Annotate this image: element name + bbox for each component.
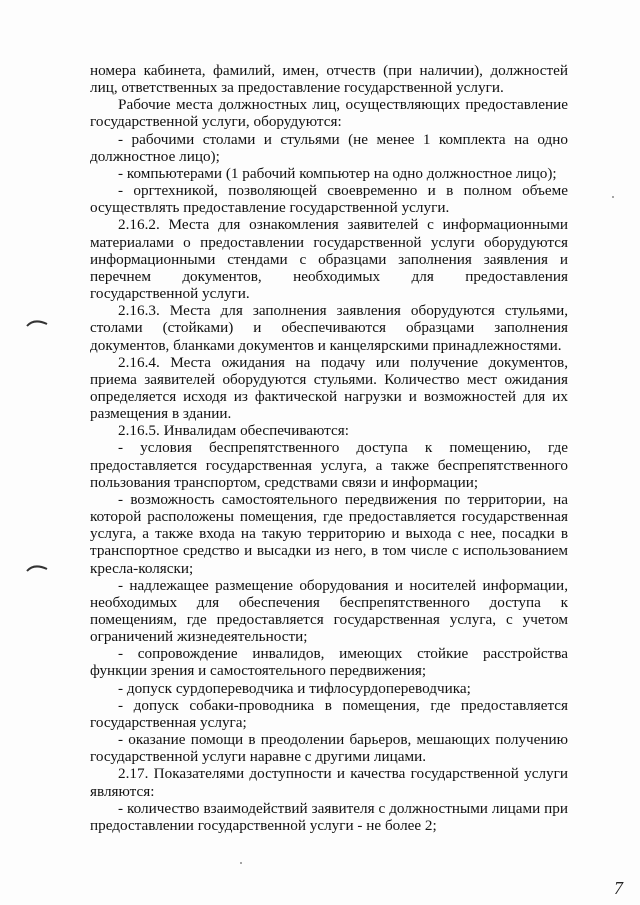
scan-speck xyxy=(240,862,242,864)
paragraph: Рабочие места должностных лиц, осуществляющих предоставление государственной услуги, оборудуются: xyxy=(90,96,568,131)
paragraph: 2.17. Показателями доступности и качества государственной услуги являются: xyxy=(90,765,568,800)
hole-punch-mark xyxy=(26,318,48,328)
list-item: - рабочими столами и стульями (не менее 1 комплекта на одно должностное лицо); xyxy=(90,130,568,165)
list-item: - надлежащее размещение оборудования и носителей информации, необходимых для обеспечения беспрепятственного доступа к помещениям, где предоставляется государственная услуга, с учетом ограничений жизнедеятельности; xyxy=(90,576,568,646)
paragraph: номера кабинета, фамилий, имен, отчеств (при наличии), должностей лиц, ответственных за предоставление государственной услуги. xyxy=(90,62,568,97)
paragraph: 2.16.5. Инвалидам обеспечиваются: xyxy=(118,422,349,440)
list-item: - сопровождение инвалидов, имеющих стойкие расстройства функции зрения и самостоятельного передвижения; xyxy=(90,645,568,680)
list-item: - условия беспрепятственного доступа к помещению, где предоставляется государственная услуга, а также беспрепятственного пользования транспортом, средствами связи и информации; xyxy=(90,439,568,491)
list-item: - оказание помощи в преодолении барьеров, мешающих получению государственной услуги наравне с другими лицами. xyxy=(90,731,568,766)
list-item: - допуск собаки-проводника в помещения, где предоставляется государственная услуга; xyxy=(90,696,568,731)
list-item: - возможность самостоятельного передвижения по территории, на которой расположены помещения, где предоставляется государственная услуга, а также входа на такую территорию и выхода с нее, посадки в транспортное средство и высадки из него, в том числе с использованием кресла-коляски; xyxy=(90,490,568,577)
list-item: - количество взаимодействий заявителя с должностными лицами при предоставлении государственной услуги - не более 2; xyxy=(90,799,568,834)
scan-speck xyxy=(612,196,614,198)
document-body xyxy=(90,62,568,834)
paragraph: 2.16.3. Места для заполнения заявления оборудуются стульями, столами (стойками) и обеспечиваются образцами заполнения документов, бланками документов и канцелярскими принадлежностями. xyxy=(90,302,568,354)
list-item: - допуск сурдопереводчика и тифлосурдопереводчика; xyxy=(118,679,471,697)
paragraph: 2.16.4. Места ожидания на подачу или получение документов, приема заявителей оборудуются стульями. Количество мест ожидания определяется исходя из фактической нагрузки и возможностей для их размещения в здании. xyxy=(90,353,568,423)
page-number: 7 xyxy=(614,878,623,898)
paragraph: 2.16.2. Места для ознакомления заявителей с информационными материалами о предоставлении государственной услуги оборудуются информационными стендами с образцами заполнения заявления и перечнем документов, необходимых для предоставления государственной услуги. xyxy=(90,216,568,303)
hole-punch-mark xyxy=(26,563,48,573)
list-item: - компьютерами (1 рабочий компьютер на одно должностное лицо); xyxy=(118,164,557,182)
list-item: - оргтехникой, позволяющей своевременно и в полном объеме осуществлять предоставление государственной услуги. xyxy=(90,182,568,217)
